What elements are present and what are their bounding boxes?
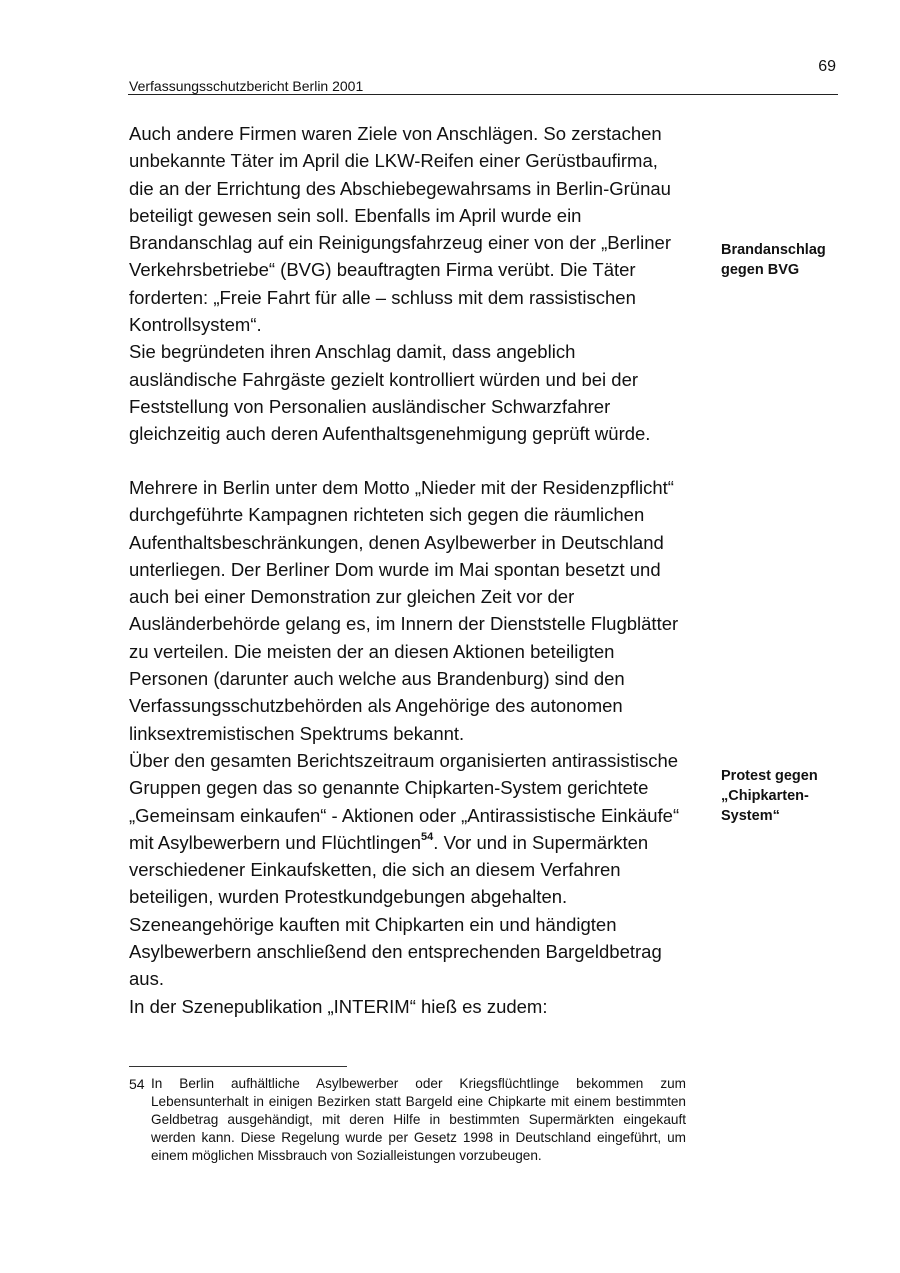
footnote-rule	[129, 1066, 347, 1067]
footnote-number: 54	[129, 1076, 145, 1092]
paragraph-2: Sie begründeten ihren Anschlag damit, dass angeblich ausländische Fahrgäste gezielt kontrolliert würden und bei der Feststellung von Personalien ausländischer Schwarzfahrer gleichzeitig auch deren Aufenthaltsgenehmigung geprüft würde.	[129, 341, 651, 445]
paragraph-1: Auch andere Firmen waren Ziele von Anschlägen. So zerstachen unbekannte Täter im April die LKW-Reifen einer Gerüstbaufirma, die an der Errichtung des Abschiebegewahrsams in Berlin-Grünau beteiligt gewesen sein soll. Ebenfalls im April wurde ein Brandanschlag auf ein Reinigungsfahrzeug einer von der „Berliner Verkehrsbetriebe“ (BVG) beauftragten Firma verübt. Die Täter forderten: „Freie Fahrt für alle – schluss mit dem rassistischen Kontrollsystem“.	[129, 123, 671, 336]
paragraph-3: Mehrere in Berlin unter dem Motto „Nieder mit der Residenzpflicht“ durchgeführte Kampagnen richteten sich gegen die räumlichen Aufenthaltsbeschränkungen, denen Asylbewerber in Deutschland unterliegen. Der Berliner Dom wurde im Mai spontan besetzt und auch bei einer Demonstration zur gleichen Zeit vor der Ausländerbehörde gelang es, im Innern der Dienststelle Flugblätter zu verteilen. Die meisten der an diesen Aktionen beteiligten Personen (darunter auch welche aus Brandenburg) sind den Verfassungsschutzbehörden als Angehörige des autonomen linksextremistischen Spektrums bekannt.	[129, 477, 679, 744]
body-block-1	[129, 120, 686, 448]
footnote-reference[interactable]: 54	[421, 830, 434, 843]
margin-note-chipkarten: Protest gegen „Chipkarten-System“	[721, 768, 818, 824]
margin-note-brandanschlag: Brandanschlag gegen BVG	[721, 242, 826, 278]
paragraph-4	[129, 747, 686, 993]
footnote-text: In Berlin aufhältliche Asylbewerber oder Kriegsflüchtlinge bekommen zum Lebensunterhalt in einigen Bezirken statt Bargeld eine Chipkarte mit einem bestimmten Geldbetrag ausgehändigt, mit deren Hilfe in bestimmten Supermärkten eingekauft werden kann. Diese Regelung wurde per Gesetz 1998 in Deutschland eingeführt, um einem möglichen Missbrauch von Sozialleistungen vorzubeugen.	[151, 1076, 686, 1163]
body-block-2	[129, 474, 686, 1020]
header-rule	[128, 94, 838, 95]
running-header: Verfassungsschutzbericht Berlin 2001	[129, 78, 364, 94]
paragraph-4-start: Über den gesamten Berichtszeitraum organisierten antirassistische Gruppen gegen das so genannte Chipkarten-System gerichtete „Gemeinsam einkaufen“ - Aktionen oder „Antirassistische Einkäufe“ mit Asylbewerbern und Flüchtlingen	[129, 749, 680, 853]
paragraph-4-end: . Vor und in Supermärkten verschiedener Einkaufsketten, die sich an diesem Verfahren beteiligen, wurden Protestkundgebungen abgehalten. Szeneangehörige kauften mit Chipkarten ein und händigten Asylbewerbern anschließend den entsprechenden Bargeldbetrag aus.	[129, 831, 662, 990]
footnote	[129, 1075, 686, 1165]
paragraph-5: In der Szenepublikation „INTERIM“ hieß es zudem:	[129, 995, 548, 1017]
page-number: 69	[818, 58, 836, 75]
